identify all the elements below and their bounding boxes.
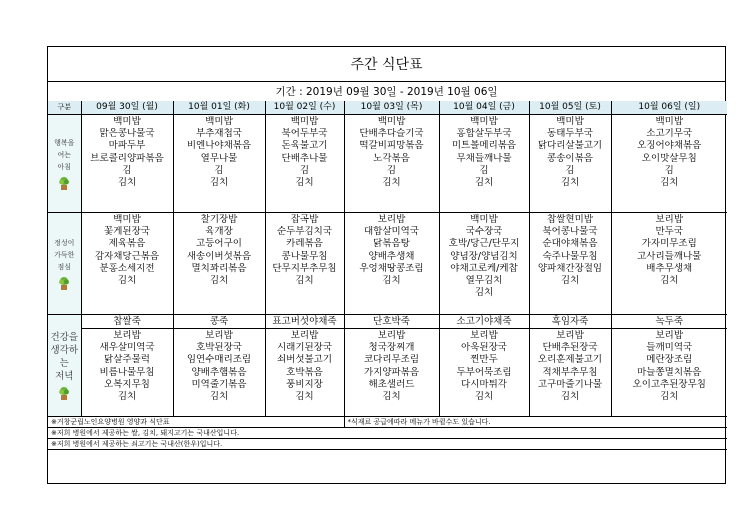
menu-item: 적채부추무침 <box>542 366 598 378</box>
menu-item: 소고기무국 <box>646 128 693 140</box>
menu-item: 김치 <box>295 391 314 403</box>
menu-item: 우엉채땅콩조림 <box>359 262 424 274</box>
menu-item: 찰기장밥 <box>200 214 238 225</box>
meal-label-text: 생각하는 <box>50 345 79 369</box>
porridge-cell: 녹두죽 <box>611 315 727 329</box>
menu-item: 카레볶음 <box>286 238 323 250</box>
menu-item: 메란장조림 <box>646 354 693 366</box>
menu-item: 김치 <box>382 391 401 403</box>
menu-item: 백미밥 <box>556 116 584 127</box>
menu-item: 김치 <box>474 391 494 403</box>
menu-item: 오복지무침 <box>104 378 150 390</box>
meal-label-text: 아침 <box>57 163 72 171</box>
menu-item: 보리밥 <box>113 330 141 341</box>
menu-item: 시래기된장국 <box>276 342 333 354</box>
header-day: 10월 05일 (토) <box>529 101 611 115</box>
menu-item: 보리밥 <box>290 330 319 341</box>
menu-item: 김치 <box>117 391 137 403</box>
menu-item: 백미밥 <box>113 116 141 127</box>
porridge-cell: 찹쌀죽 <box>81 315 173 329</box>
menu-item: 콩송이볶음 <box>547 152 593 164</box>
menu-item: 아욱된장국 <box>461 342 507 354</box>
header-day: 10월 04일 (금) <box>439 101 529 115</box>
menu-cell <box>265 213 344 315</box>
header-kind: 구분 <box>48 101 81 115</box>
menu-item: 김 <box>386 164 397 176</box>
menu-cell <box>173 329 265 417</box>
menu-item: 동태두부국 <box>547 128 593 140</box>
page-title: 주간 식단표 <box>48 47 725 82</box>
note-text: *식재료 공급에따라 메뉴가 바뀔수도 있습니다. <box>344 417 727 428</box>
meal-label-text: 여는 <box>57 151 72 159</box>
menu-item: 김치 <box>560 275 580 287</box>
menu-item: 양배추생채 <box>368 250 415 262</box>
menu-item: 고구마줄기나물 <box>537 378 603 390</box>
menu-item: 제육볶음 <box>108 238 146 250</box>
menu-item: 김치 <box>474 177 494 189</box>
menu-item: 숙주나물무침 <box>542 250 598 262</box>
header-row <box>48 101 727 115</box>
menu-item: 브로콜리양파볶음 <box>90 152 164 164</box>
menu-item: 야채고로케/케찹 <box>450 262 518 274</box>
menu-sheet <box>47 46 726 484</box>
menu-item: 멸치꽈리볶음 <box>191 262 247 274</box>
menu-item: 백미밥 <box>470 214 498 225</box>
menu-item: 돈육불고기 <box>281 140 328 152</box>
plant-icon <box>58 176 70 190</box>
meal-label-text: 정성이 <box>54 239 75 247</box>
menu-item: 북어두부국 <box>281 128 328 140</box>
menu-cell <box>265 329 344 417</box>
menu-item: 떡갈비피망볶음 <box>359 140 424 152</box>
menu-item: 오이고추된장무침 <box>632 378 706 390</box>
note-row <box>48 417 727 428</box>
menu-item: 가지양파볶음 <box>363 366 420 378</box>
menu-item: 무채들깨나물 <box>456 152 512 164</box>
menu-item: 새우살미역국 <box>99 342 155 354</box>
meal-label-text: 저녁 <box>55 371 74 382</box>
menu-item: 김 <box>122 164 132 176</box>
menu-item: 고사리들깨나물 <box>637 250 702 262</box>
note-row <box>48 439 727 450</box>
menu-cell <box>265 115 344 213</box>
plant-icon <box>58 386 70 400</box>
menu-item: 백미밥 <box>205 116 233 127</box>
menu-cell <box>81 115 173 213</box>
menu-item: 청국장찌개 <box>368 342 415 354</box>
menu-item: 오징어야채볶음 <box>637 140 702 152</box>
porridge-cell: 소고기야채죽 <box>439 315 529 329</box>
menu-cell <box>344 329 439 417</box>
menu-cell <box>439 115 529 213</box>
menu-item: 찐만두 <box>470 354 498 366</box>
menu-item: 김치 <box>560 177 580 189</box>
menu-item: 콩나물무침 <box>281 250 328 262</box>
menu-item: 열무김치 <box>465 275 503 287</box>
menu-cell <box>439 329 529 417</box>
porridge-cell: 단호박죽 <box>344 315 439 329</box>
menu-item: 육개장 <box>205 226 233 238</box>
menu-cell <box>344 115 439 213</box>
menu-cell <box>81 213 173 315</box>
menu-item: 새송이버섯볶음 <box>186 250 252 262</box>
menu-cell <box>529 213 611 315</box>
plant-icon <box>58 276 70 290</box>
menu-item: 들깨미역국 <box>646 342 693 354</box>
menu-item: 김치 <box>117 275 137 287</box>
menu-item: 마늘쫑멸치볶음 <box>637 366 702 378</box>
menu-item: 노각볶음 <box>373 152 410 164</box>
menu-item: 보리밥 <box>655 330 684 341</box>
menu-item: 백미밥 <box>377 116 406 127</box>
menu-item: 풍비지장 <box>286 378 323 390</box>
menu-item: 미트볼메리볶음 <box>451 140 517 152</box>
menu-item: 두부어묵조림 <box>456 366 512 378</box>
menu-item: 김치 <box>209 177 229 189</box>
menu-item: 양배추햄볶음 <box>191 366 247 378</box>
menu-item: 백미밥 <box>470 116 498 127</box>
menu-item: 백미밥 <box>290 116 319 127</box>
menu-item: 북어콩나물국 <box>542 226 598 238</box>
menu-item: 김치 <box>209 275 229 287</box>
meal-label-text: 건강을 <box>50 332 79 343</box>
menu-item: 감자채당근볶음 <box>94 250 160 262</box>
menu-cell <box>344 213 439 315</box>
menu-item: 보리밥 <box>377 330 406 341</box>
meal-label-text: 가득한 <box>54 251 75 259</box>
menu-item: 오리훈제불고기 <box>537 354 603 366</box>
header-day: 10월 02일 (수) <box>265 101 344 115</box>
menu-item: 쇠버섯불고기 <box>276 354 333 366</box>
menu-item: 김치 <box>117 177 137 189</box>
menu-item: 김치 <box>295 275 314 287</box>
menu-cell <box>173 115 265 213</box>
menu-cell <box>611 115 727 213</box>
menu-item: 보리밥 <box>377 214 406 225</box>
meal-label-text: 행복을 <box>54 139 75 147</box>
menu-item: 마파두부 <box>108 140 146 152</box>
menu-item: 닭살주물럭 <box>104 354 150 366</box>
menu-item: 해초샐러드 <box>368 378 415 390</box>
menu-item: 백미밥 <box>113 214 141 225</box>
menu-item: 찹쌀현미밥 <box>547 214 593 225</box>
menu-item: 김치 <box>474 287 494 299</box>
menu-item: 비엔나야채볶음 <box>186 140 252 152</box>
menu-item: 김치 <box>382 275 401 287</box>
menu-cell <box>611 329 727 417</box>
menu-table <box>48 101 727 450</box>
menu-item: 양념장/양념김치 <box>450 250 518 262</box>
menu-item: 김치 <box>660 391 679 403</box>
menu-item: 보리밥 <box>655 214 684 225</box>
menu-item: 김치 <box>560 391 580 403</box>
menu-item: 김치 <box>660 275 679 287</box>
menu-item: 부추재첩국 <box>196 128 242 140</box>
header-day: 10월 06일 (일) <box>611 101 727 115</box>
menu-item: 김 <box>565 164 575 176</box>
menu-item: 보리밥 <box>556 330 584 341</box>
porridge-cell: 콩죽 <box>173 315 265 329</box>
lunch-row <box>48 213 727 315</box>
menu-item: 백미밥 <box>655 116 684 127</box>
porridge-row <box>48 315 727 329</box>
note-text: ※저희 병원에서 제공하는 쇠고기는 국내산(한우)입니다. <box>48 439 727 450</box>
menu-item: 단무지부추무침 <box>272 262 337 274</box>
menu-item: 순대야채볶음 <box>542 238 598 250</box>
menu-item: 호박된장국 <box>196 342 242 354</box>
menu-cell <box>529 329 611 417</box>
note-text: ※거창군립노인요양병원 영양과 식단표 <box>48 417 344 428</box>
menu-cell <box>81 329 173 417</box>
menu-item: 김치 <box>209 391 229 403</box>
note-row <box>48 428 727 439</box>
menu-item: 코다리무조림 <box>363 354 420 366</box>
porridge-cell: 표고버섯야채죽 <box>265 315 344 329</box>
menu-item: 맑은콩나물국 <box>99 128 155 140</box>
menu-item: 열무나물 <box>200 152 238 164</box>
dinner-label <box>48 315 81 417</box>
header-day: 10월 03일 (목) <box>344 101 439 115</box>
menu-item: 오이맛살무침 <box>641 152 697 164</box>
menu-item: 단배추다슬기국 <box>359 128 424 140</box>
menu-item: 단배추나물 <box>281 152 328 164</box>
menu-item: 김 <box>479 164 489 176</box>
menu-item: 대합살미역국 <box>363 226 420 238</box>
menu-item: 호박볶음 <box>286 366 323 378</box>
menu-item: 미역줄기볶음 <box>191 378 247 390</box>
menu-item: 김 <box>664 164 674 176</box>
menu-item: 비름나물무침 <box>99 366 155 378</box>
menu-item: 호박/당근/단무지 <box>448 238 520 250</box>
porridge-cell: 흑임자죽 <box>529 315 611 329</box>
menu-item: 가자미무조림 <box>641 238 697 250</box>
header-day: 09월 30일 (월) <box>81 101 173 115</box>
menu-item: 김치 <box>660 177 679 189</box>
menu-item: 보리밥 <box>205 330 233 341</box>
menu-item: 국수장국 <box>465 226 503 238</box>
menu-cell <box>611 213 727 315</box>
menu-item: 보리밥 <box>470 330 498 341</box>
breakfast-row <box>48 115 727 213</box>
menu-cell <box>439 213 529 315</box>
menu-item: 홍합살두부국 <box>456 128 512 140</box>
menu-cell <box>529 115 611 213</box>
menu-item: 고등어구이 <box>196 238 242 250</box>
menu-item: 다시마튀각 <box>461 378 507 390</box>
menu-item: 닭다리살불고기 <box>537 140 603 152</box>
menu-item: 꽃게된장국 <box>104 226 150 238</box>
menu-cell <box>173 213 265 315</box>
menu-item: 김치 <box>382 177 401 189</box>
menu-item: 순두부김치국 <box>276 226 333 238</box>
menu-item: 임연수매리조림 <box>186 354 252 366</box>
menu-item: 김 <box>214 164 224 176</box>
date-range: 기간 : 2019년 09월 30일 - 2019년 10월 06일 <box>48 81 725 102</box>
menu-item: 분홍소세지전 <box>99 262 155 274</box>
note-text: ※저희 병원에서 제공하는 쌀, 김치, 돼지고기는 국내산입니다. <box>48 428 727 439</box>
dinner-row <box>48 329 727 417</box>
header-day: 10월 01일 (화) <box>173 101 265 115</box>
menu-item: 단배추된장국 <box>542 342 598 354</box>
menu-item: 양파채간장절임 <box>537 262 603 274</box>
menu-item: 만두국 <box>655 226 684 238</box>
menu-item: 김치 <box>295 177 314 189</box>
meal-label-text: 점심 <box>57 263 72 271</box>
breakfast-label <box>48 115 81 213</box>
menu-item: 김 <box>299 164 310 176</box>
menu-item: 잡곡밥 <box>290 214 319 225</box>
lunch-label <box>48 213 81 315</box>
menu-item: 닭볶음탕 <box>373 238 410 250</box>
menu-item: 배추무생채 <box>646 262 693 274</box>
